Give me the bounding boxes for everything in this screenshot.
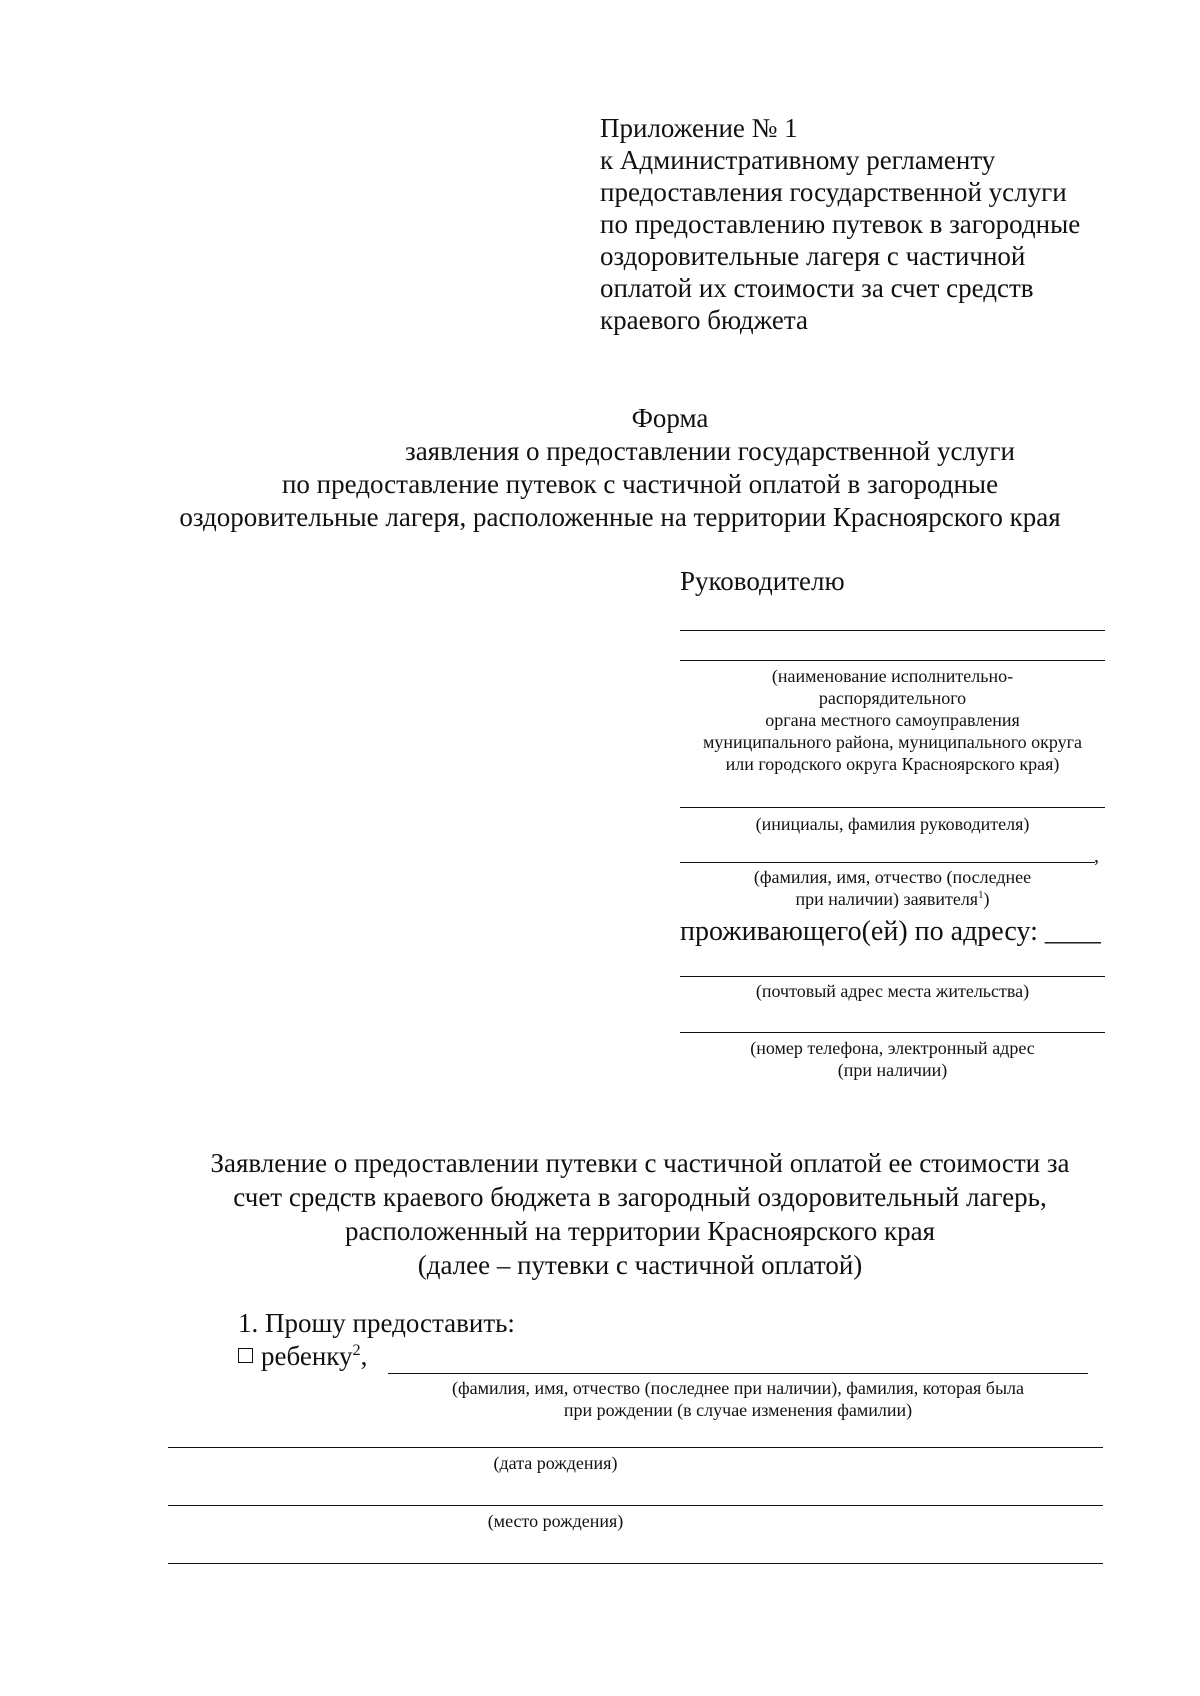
child-label: ребенку xyxy=(261,1341,353,1371)
section1-heading: 1. Прошу предоставить: xyxy=(238,1308,515,1338)
caption-text: при наличии) заявителя xyxy=(795,889,979,909)
caption-line: (наименование исполнительно- xyxy=(771,666,1014,686)
child-comma: , xyxy=(360,1341,368,1371)
caption-line: (номер телефона, электронный адрес xyxy=(750,1038,1035,1058)
statement-title xyxy=(40,1146,1200,1282)
appendix-line: Приложение № 1 xyxy=(600,113,798,143)
birth-place-caption xyxy=(168,1510,1103,1532)
head-name-line[interactable] xyxy=(680,807,1105,808)
child-name-line[interactable] xyxy=(388,1373,1088,1374)
caption-line: (при наличии) xyxy=(837,1060,948,1080)
statement-title-line: (далее – путевки с частичной оплатой) xyxy=(417,1250,863,1280)
caption-line: (фамилия, имя, отчество (последнее при наличии), фамилия, которая была xyxy=(451,1378,1025,1398)
statement-title-line: Заявление о предоставлении путевки с частичной оплатой ее стоимости за xyxy=(210,1148,1070,1178)
footnote-ref: 2 xyxy=(352,1341,361,1359)
caption-text: (дата рождения) xyxy=(493,1453,618,1473)
appendix-line: краевого бюджета xyxy=(600,305,808,335)
address-line[interactable] xyxy=(680,976,1105,977)
org-caption xyxy=(680,665,1105,775)
birth-place-line[interactable] xyxy=(168,1505,1103,1506)
child-caption xyxy=(388,1377,1088,1421)
child-option[interactable] xyxy=(238,1341,367,1372)
contact-caption xyxy=(680,1037,1105,1081)
residing-label: проживающего(ей) по адресу: ____ xyxy=(680,916,1101,947)
addressee-line-2[interactable] xyxy=(680,660,1105,661)
birth-date-caption xyxy=(168,1452,1103,1474)
appendix-block xyxy=(600,112,1080,336)
address-caption: (почтовый адрес места жительства) xyxy=(755,981,1030,1001)
appendix-line: по предоставлению путевок в загородные xyxy=(600,209,1081,239)
form-title-line: оздоровительные лагеря, расположенные на территории Красноярского края xyxy=(179,502,1061,532)
appendix-line: к Административному регламенту xyxy=(600,145,996,175)
caption-line: при рождении (в случае изменения фамилии) xyxy=(563,1400,913,1420)
birth-date-line[interactable] xyxy=(168,1447,1103,1448)
applicant-comma: , xyxy=(1094,845,1099,867)
appendix-line: оздоровительные лагеря с частичной xyxy=(600,241,1026,271)
head-caption: (инициалы, фамилия руководителя) xyxy=(755,814,1030,834)
form-title-line: заявления о предоставлении государственной услуги xyxy=(405,436,1015,466)
caption-text: (место рождения) xyxy=(487,1511,624,1531)
statement-title-line: расположенный на территории Красноярского края xyxy=(344,1216,936,1246)
statement-title-line: счет средств краевого бюджета в загородный оздоровительный лагерь, xyxy=(233,1182,1047,1212)
form-title-line: Форма xyxy=(631,403,709,433)
caption-text: ) xyxy=(983,889,990,909)
extra-line[interactable] xyxy=(168,1563,1103,1564)
caption-line: органа местного самоуправления xyxy=(765,710,1020,730)
child-checkbox[interactable] xyxy=(238,1348,253,1363)
appendix-line: оплатой их стоимости за счет средств xyxy=(600,273,1034,303)
applicant-name-line[interactable] xyxy=(680,862,1095,863)
caption-line: распорядительного xyxy=(818,688,967,708)
addressee-to-label: Руководителю xyxy=(680,566,845,596)
form-title-line: по предоставление путевок с частичной оплатой в загородные xyxy=(281,469,999,499)
applicant-caption xyxy=(680,866,1105,910)
footnote-ref: 1 xyxy=(978,889,984,901)
caption-line: муниципального района, муниципального округа xyxy=(702,732,1083,752)
contact-line[interactable] xyxy=(680,1032,1105,1033)
addressee-line-1[interactable] xyxy=(680,630,1105,631)
appendix-line: предоставления государственной услуги xyxy=(600,177,1067,207)
caption-line: или городского округа Красноярского края) xyxy=(725,754,1060,774)
caption-line: (фамилия, имя, отчество (последнее xyxy=(753,867,1032,887)
form-title xyxy=(120,402,1120,534)
caption-line xyxy=(680,888,1105,910)
